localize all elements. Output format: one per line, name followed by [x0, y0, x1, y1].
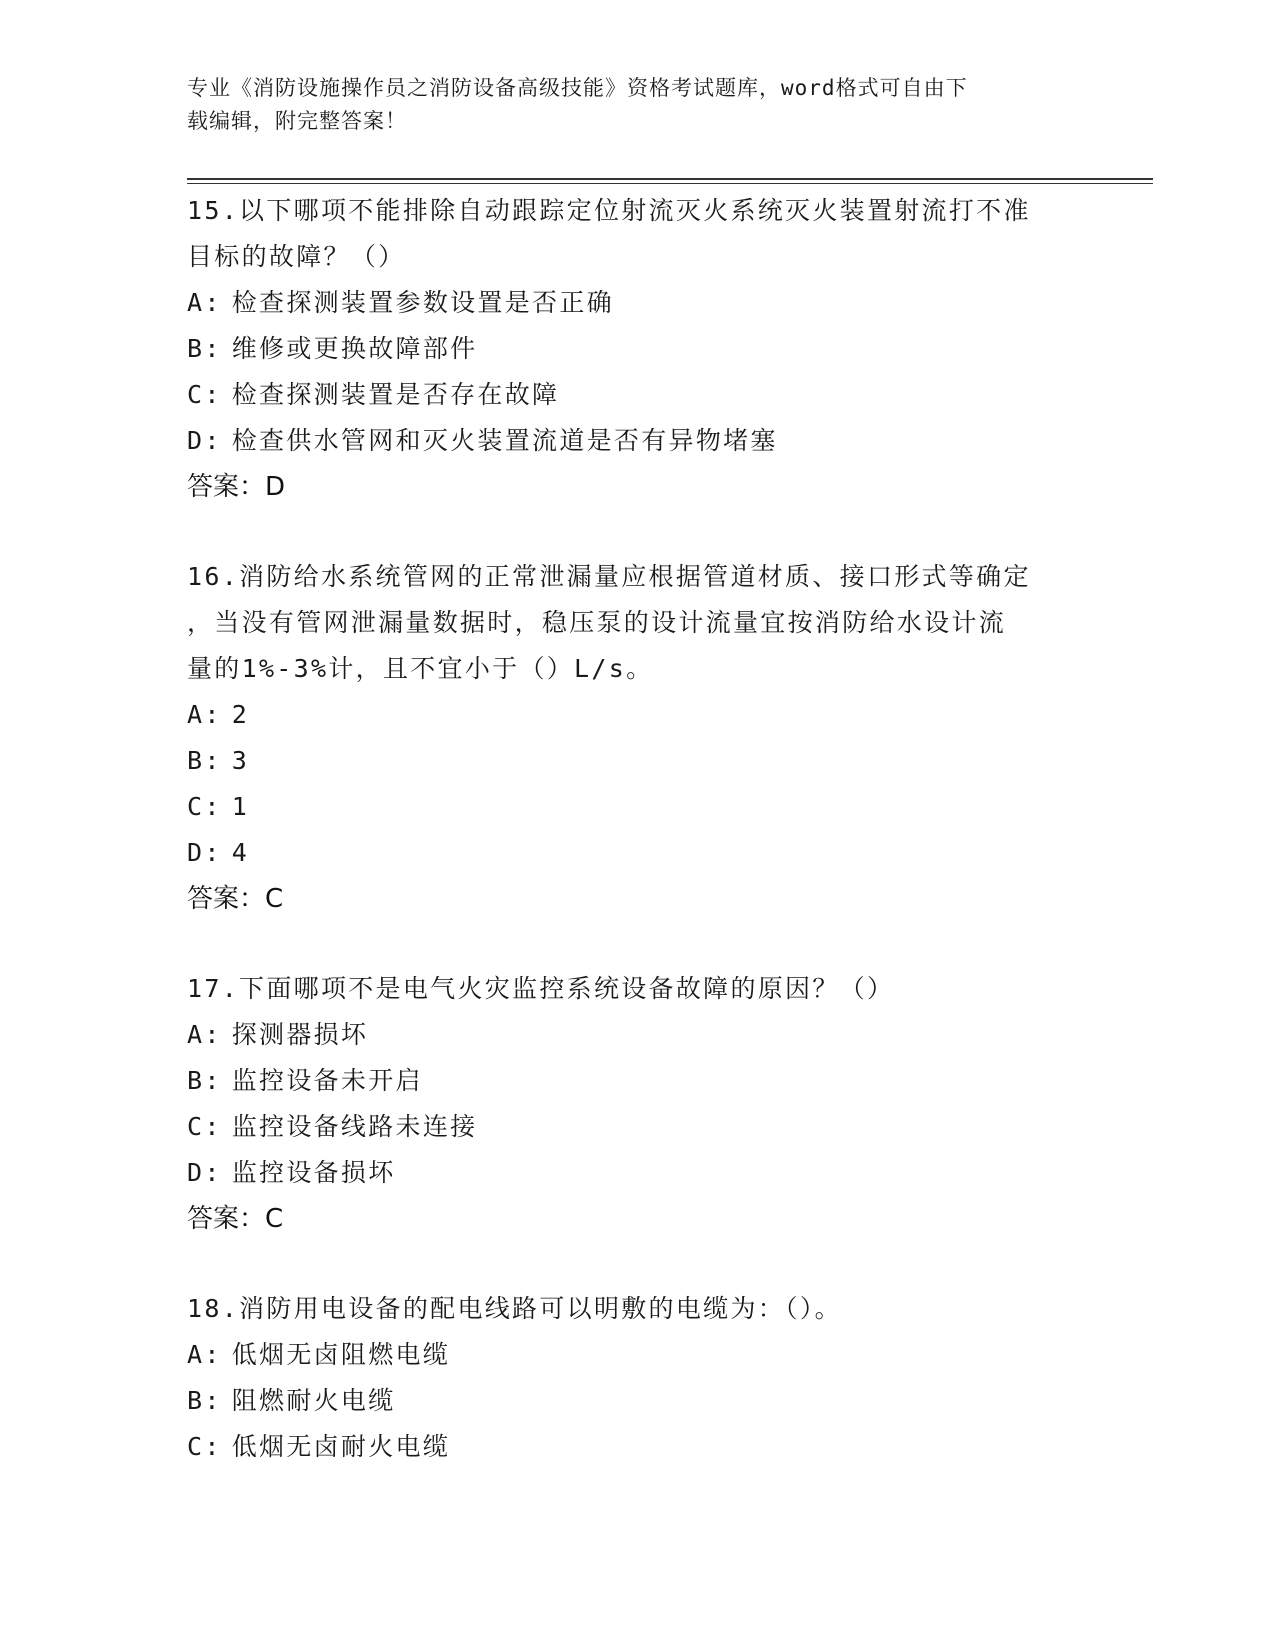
question-text-line: 18.消防用电设备的配电线路可以明敷的电缆为：（）。	[187, 1294, 842, 1323]
question-15	[187, 188, 1087, 510]
answer-line: 答案：C	[187, 1204, 284, 1234]
option-a: A: 低烟无卤阻燃电缆	[187, 1340, 451, 1369]
option-c: C: 低烟无卤耐火电缆	[187, 1432, 451, 1461]
option-d: D: 监控设备损坏	[187, 1158, 396, 1187]
option-text: 检查供水管网和灭火装置流道是否有异物堵塞	[231, 426, 778, 455]
option-letter: C	[187, 792, 205, 821]
header-rule-top	[187, 178, 1153, 180]
option-letter: D	[187, 426, 205, 455]
option-b: B: 3	[187, 746, 250, 775]
header-rule-bottom	[187, 183, 1153, 184]
option-text: 监控设备损坏	[231, 1158, 396, 1187]
option-letter: C	[187, 1432, 205, 1461]
option-letter: B	[187, 334, 205, 363]
question-18	[187, 1286, 1087, 1470]
answer-line: 答案：C	[187, 884, 284, 914]
option-a: A: 2	[187, 700, 250, 729]
option-text: 监控设备线路未连接	[231, 1112, 478, 1141]
option-text: 低烟无卤阻燃电缆	[231, 1340, 451, 1369]
option-letter: A	[187, 700, 205, 729]
option-text: 探测器损坏	[231, 1020, 369, 1049]
option-text: 3	[231, 746, 250, 775]
option-letter: A	[187, 288, 205, 317]
option-b: B: 阻燃耐火电缆	[187, 1386, 396, 1415]
option-letter: A	[187, 1340, 205, 1369]
option-a: A: 检查探测装置参数设置是否正确	[187, 288, 614, 317]
answer-line: 答案：D	[187, 472, 286, 502]
question-17	[187, 966, 1087, 1242]
option-letter: B	[187, 746, 205, 775]
question-list	[187, 188, 1087, 1470]
option-letter: A	[187, 1020, 205, 1049]
option-text: 监控设备未开启	[231, 1066, 423, 1095]
document-header	[187, 72, 1067, 138]
option-c: C: 监控设备线路未连接	[187, 1112, 478, 1141]
option-text: 低烟无卤耐火电缆	[231, 1432, 451, 1461]
option-text: 检查探测装置参数设置是否正确	[231, 288, 614, 317]
option-letter: B	[187, 1066, 205, 1095]
header-line-2: 载编辑，附完整答案！	[187, 109, 407, 133]
question-text-line: 量的1%-3%计，且不宜小于（）L/s。	[187, 654, 654, 683]
option-text: 2	[231, 700, 250, 729]
option-c: C: 1	[187, 792, 250, 821]
question-text-line: ，当没有管网泄漏量数据时，稳压泵的设计流量宜按消防给水设计流	[187, 608, 1007, 637]
option-text: 维修或更换故障部件	[231, 334, 478, 363]
question-16	[187, 554, 1087, 922]
option-text: 检查探测装置是否存在故障	[231, 380, 560, 409]
option-d: D: 检查供水管网和灭火装置流道是否有异物堵塞	[187, 426, 778, 455]
question-text-line: 目标的故障？（）	[187, 242, 406, 271]
option-b: B: 监控设备未开启	[187, 1066, 423, 1095]
option-d: D: 4	[187, 838, 250, 867]
question-text-line: 17.下面哪项不是电气火灾监控系统设备故障的原因？（）	[187, 974, 895, 1003]
option-text: 阻燃耐火电缆	[231, 1386, 396, 1415]
option-letter: D	[187, 1158, 205, 1187]
question-text-line: 16.消防给水系统管网的正常泄漏量应根据管道材质、接口形式等确定	[187, 562, 1031, 591]
option-letter: C	[187, 1112, 205, 1141]
option-b: B: 维修或更换故障部件	[187, 334, 478, 363]
option-letter: B	[187, 1386, 205, 1415]
option-c: C: 检查探测装置是否存在故障	[187, 380, 560, 409]
option-letter: C	[187, 380, 205, 409]
option-a: A: 探测器损坏	[187, 1020, 369, 1049]
header-line-1: 专业《消防设施操作员之消防设备高级技能》资格考试题库，word格式可自由下	[187, 76, 968, 100]
option-letter: D	[187, 838, 205, 867]
option-text: 1	[231, 792, 250, 821]
option-text: 4	[231, 838, 250, 867]
question-text-line: 15.以下哪项不能排除自动跟踪定位射流灭火系统灭火装置射流打不准	[187, 196, 1031, 225]
